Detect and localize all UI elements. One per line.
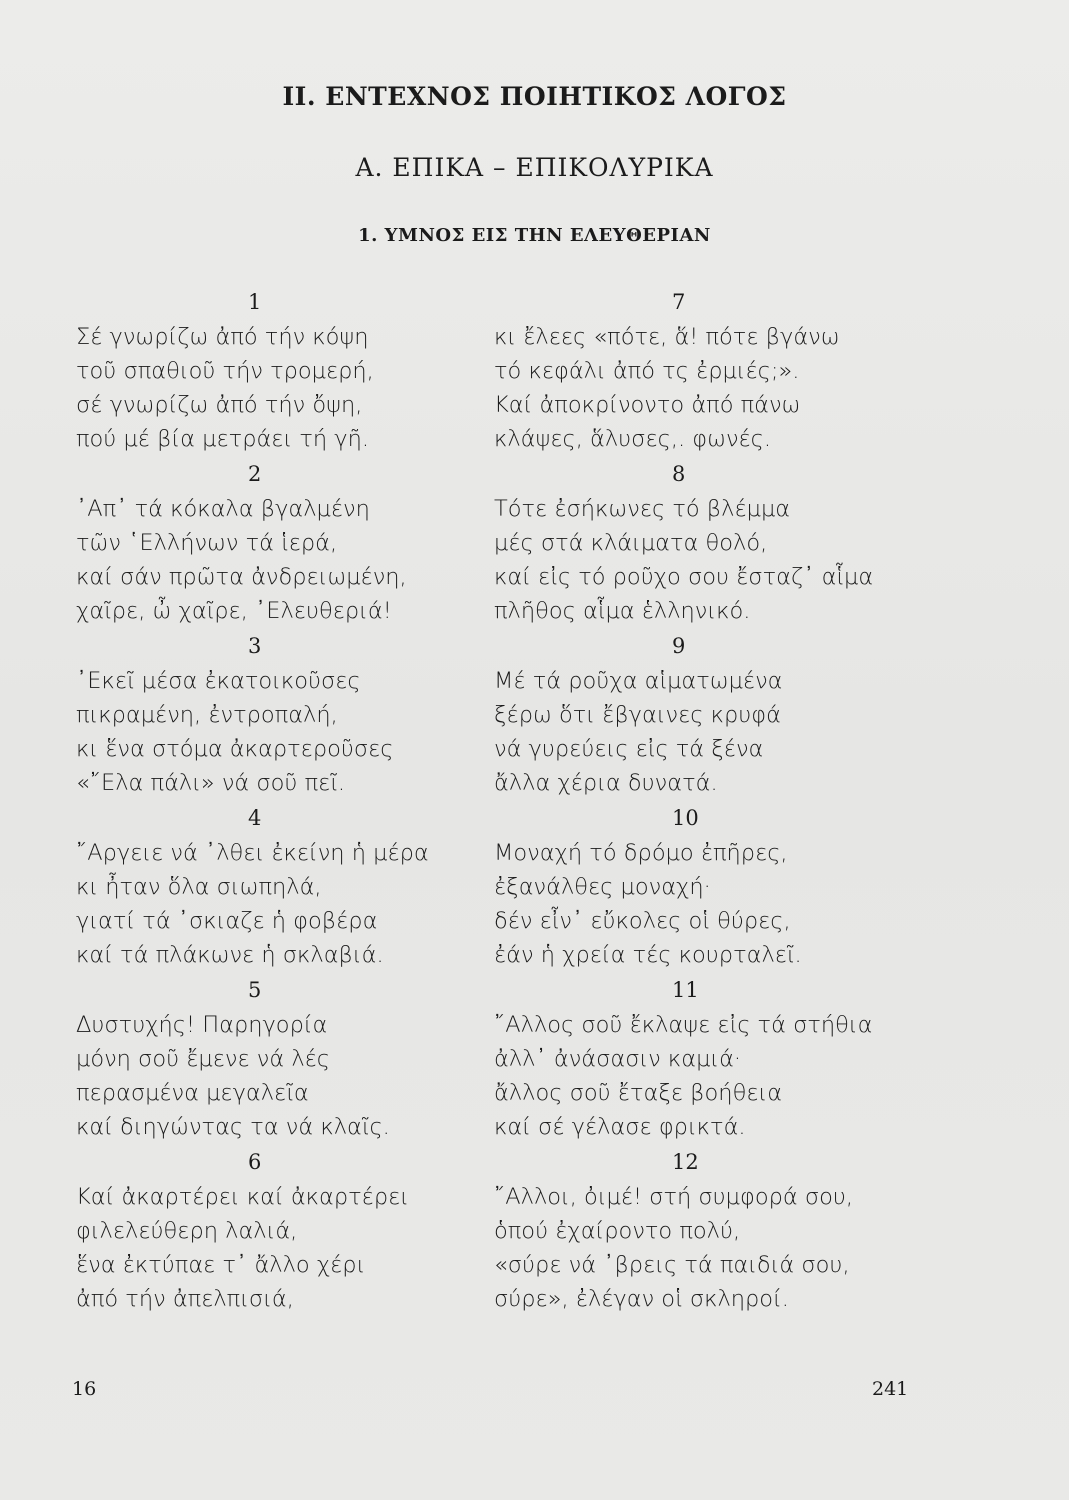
verse-line: ἀλλ᾿ ἀνάσασιν καμιά· (494, 1046, 742, 1072)
stanza-9 (494, 628, 934, 800)
verse-line: ὁπού ἐχαίροντο πολύ, (494, 1218, 741, 1244)
verse-line: Τότε ἐσήκωνες τό βλέμμα (494, 496, 791, 522)
verse-line: Μέ τά ροῦχα αἱματωμένα (494, 668, 783, 694)
verse-line: πλῆθος αἷμα ἑλληνικό. (494, 598, 751, 624)
stanza-7 (494, 284, 934, 456)
stanza-number: 11 (672, 978, 699, 1002)
stanza-3 (76, 628, 476, 800)
verse-line: καί εἰς τό ροῦχο σου ἔσταζ᾿ αἷμα (494, 564, 874, 590)
verse-line: σέ γνωρίζω ἀπό τήν ὄψη, (76, 392, 363, 418)
verse-line: φιλελεύθερη λαλιά, (76, 1218, 298, 1244)
stanza-10 (494, 800, 934, 972)
verse-line: Καί ἀκαρτέρει καί ἀκαρτέρει (76, 1184, 409, 1210)
stanza-12 (494, 1144, 934, 1316)
stanza-2 (76, 456, 476, 628)
stanza-number: 12 (672, 1150, 699, 1174)
verse-line: καί διηγώντας τα νά κλαῖς. (76, 1114, 390, 1140)
stanza-number: 4 (248, 806, 262, 830)
verse-line: «῎Ελα πάλι» νά σοῦ πεῖ. (76, 770, 346, 796)
verse-line: Σέ γνωρίζω ἀπό τήν κόψη (76, 324, 369, 350)
stanza-number: 10 (672, 806, 699, 830)
verse-line: δέν εἶν᾿ εὔκολες οἱ θύρες, (494, 908, 791, 934)
stanza-6 (76, 1144, 476, 1316)
verse-line: ἀπό τήν ἀπελπισιά, (76, 1286, 294, 1312)
stanza-8 (494, 456, 934, 628)
verse-line: τό κεφάλι ἀπό τς ἐρμιές;». (494, 358, 800, 384)
verse-line: κι ἕνα στόμα ἀκαρτεροῦσες (76, 736, 394, 762)
stanza-number: 6 (248, 1150, 262, 1174)
stanza-number: 5 (248, 978, 262, 1002)
verse-line: καί σάν πρῶτα ἀνδρειωμένη, (76, 564, 407, 590)
verse-line: καί σέ γέλασε φρικτά. (494, 1114, 746, 1140)
verse-line: Δυστυχής! Παρηγορία (76, 1012, 328, 1038)
verse-line: μόνη σοῦ ἔμενε νά λές (76, 1046, 331, 1072)
verse-line: χαῖρε, ὦ χαῖρε, ᾿Ελευθεριά! (76, 598, 392, 624)
verse-line: κι ἦταν ὅλα σιωπηλά, (76, 874, 322, 900)
subsection-heading: Α. ΕΠΙΚΑ – ΕΠΙΚΟΛΥΡΙΚΑ (355, 153, 714, 182)
verse-line: γιατί τά ᾿σκιαζε ἡ φοβέρα (76, 908, 378, 934)
stanza-11 (494, 972, 934, 1144)
stanza-number: 9 (672, 634, 686, 658)
stanza-number: 1 (248, 290, 262, 314)
verse-line: πικραμένη, ἐντροπαλή, (76, 702, 338, 728)
verse-line: ᾿Εκεῖ μέσα ἐκατοικοῦσες (76, 668, 361, 694)
stanza-1 (76, 284, 476, 456)
stanza-number: 8 (672, 462, 686, 486)
verse-line: ῎Αλλος σοῦ ἔκλαψε εἰς τά στήθια (494, 1012, 873, 1038)
poem-title: 1. ΥΜΝΟΣ ΕΙΣ ΤΗΝ ΕΛΕΥΘΕΡΙΑΝ (358, 225, 711, 246)
verse-line: ἐξανάλθες μοναχή· (494, 874, 711, 900)
left-column (76, 284, 476, 1316)
right-column (494, 284, 934, 1316)
verse-line: ῎Αλλοι, ὀιμέ! στή συμφορά σου, (494, 1184, 854, 1210)
verse-line: ῎Αργειε νά ᾿λθει ἐκείνη ἡ μέρα (76, 840, 429, 866)
verse-line: κι ἔλεες «πότε, ἅ! πότε βγάνω (494, 324, 840, 350)
verse-line: κλάψες, ἅλυσες,. φωνές. (494, 426, 772, 452)
verse-line: μές στά κλάιματα θολό, (494, 530, 768, 556)
stanza-5 (76, 972, 476, 1144)
stanza-4 (76, 800, 476, 972)
verse-line: τοῦ σπαθιοῦ τήν τρομερή, (76, 358, 374, 384)
section-heading: ΙΙ. ΕΝΤΕΧΝΟΣ ΠΟΙΗΤΙΚΟΣ ΛΟΓΟΣ (282, 82, 787, 111)
stanza-number: 7 (672, 290, 686, 314)
page-number: 241 (872, 1378, 909, 1400)
verse-line: Καί ἀποκρίνοντο ἀπό πάνω (494, 392, 801, 418)
verse-line: ᾿Απ᾿ τά κόκαλα βγαλμένη (76, 496, 370, 522)
verse-line: περασμένα μεγαλεῖα (76, 1080, 309, 1106)
stanza-number: 3 (248, 634, 262, 658)
verse-line: τῶν ῾Ελλήνων τά ἱερά, (76, 530, 338, 556)
verse-line: Μοναχή τό δρόμο ἐπῆρες, (494, 840, 788, 866)
verse-line: πού μέ βία μετράει τή γῆ. (76, 426, 370, 452)
verse-line: καί τά πλάκωνε ἡ σκλαβιά. (76, 942, 384, 968)
signature-number: 16 (72, 1378, 97, 1400)
verse-line: ἄλλος σοῦ ἔταξε βοήθεια (494, 1080, 783, 1106)
verse-line: νά γυρεύεις εἰς τά ξένα (494, 736, 764, 762)
stanza-number: 2 (248, 462, 262, 486)
verse-line: ἄλλα χέρια δυνατά. (494, 770, 718, 796)
verse-line: «σύρε νά ᾿βρεις τά παιδιά σου, (494, 1252, 850, 1278)
verse-line: ξέρω ὅτι ἔβγαινες κρυφά (494, 702, 781, 728)
verse-line: σύρε», ἐλέγαν οἱ σκληροί. (494, 1286, 789, 1312)
verse-line: ἕνα ἐκτύπαε τ᾿ ἄλλο χέρι (76, 1252, 366, 1278)
verse-line: ἐάν ἡ χρεία τές κουρταλεῖ. (494, 942, 802, 968)
